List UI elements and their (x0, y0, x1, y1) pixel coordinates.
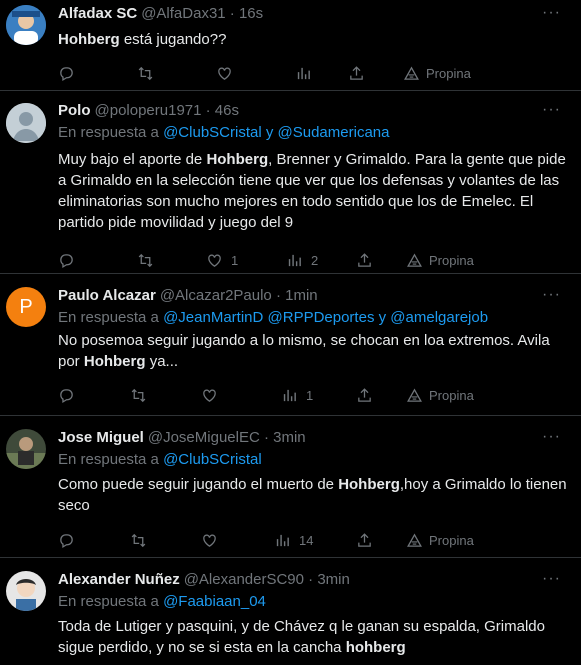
tip-button[interactable] (406, 249, 474, 271)
mention-link[interactable]: @amelgarejob (390, 309, 489, 326)
avatar[interactable] (6, 429, 46, 469)
views-button[interactable] (281, 384, 313, 406)
reply-context: En respuesta a @Faabiaan_04 (58, 593, 266, 610)
author-handle[interactable]: @AlfaDax31 · 16s (141, 5, 264, 22)
author-name[interactable]: Alfadax SC (58, 5, 138, 22)
author-handle[interactable]: @poloperu1971 · 46s (94, 102, 239, 119)
tweet-text: Como puede seguir jugando el muerto de Hohberg,hoy a Grimaldo lo tienen seco (58, 476, 567, 514)
views-button[interactable] (286, 249, 318, 271)
share-button[interactable] (356, 384, 373, 406)
like-icon (216, 65, 233, 82)
reply-context: En respuesta a @ClubSCristal (58, 451, 262, 468)
views-count: 2 (311, 252, 319, 268)
mention-link[interactable]: @JeanMartinD @RPPDeportes (163, 309, 375, 326)
reply-context: En respuesta a @JeanMartinD @RPPDeportes y @amelgarejob (58, 309, 489, 326)
retweet-icon (137, 65, 154, 82)
views-count: 1 (306, 387, 314, 403)
avatar[interactable] (6, 5, 46, 45)
retweet-icon (137, 252, 154, 269)
tip-icon (403, 65, 420, 82)
mention-link[interactable]: @ClubSCristal (163, 451, 262, 468)
tweet[interactable] (0, 558, 581, 665)
like-button[interactable] (216, 62, 233, 84)
reply-button[interactable] (58, 384, 75, 406)
avatar-letter: P (19, 295, 33, 318)
retweet-button[interactable] (130, 384, 147, 406)
like-button[interactable] (206, 249, 238, 271)
reply-context: En respuesta a @ClubSCristal y @Sudamericana (58, 124, 390, 141)
views-icon (286, 252, 303, 269)
author-name[interactable]: Alexander Nuñez (58, 571, 180, 588)
retweet-icon (130, 532, 147, 549)
views-button[interactable] (274, 529, 313, 551)
tip-label: Propina (429, 532, 474, 548)
reply-icon (58, 65, 75, 82)
reply-icon (58, 252, 75, 269)
author-name[interactable]: Paulo Alcazar (58, 287, 156, 304)
like-button[interactable] (201, 384, 218, 406)
views-count: 14 (299, 532, 314, 548)
retweet-button[interactable] (130, 529, 147, 551)
tip-button[interactable] (403, 62, 471, 84)
share-icon (356, 532, 373, 549)
action-bar (58, 529, 567, 551)
tweet[interactable] (0, 0, 581, 91)
like-icon (201, 532, 218, 549)
tip-button[interactable] (406, 384, 474, 406)
mention-link[interactable]: @ClubSCristal (163, 124, 262, 141)
author-handle[interactable]: @Alcazar2Paulo · 1min (159, 287, 318, 304)
retweet-button[interactable] (137, 62, 154, 84)
tweet-text: Toda de Lutiger y pasquini, y de Chávez q le ganan su espalda, Grimaldo sigue perdido, y no se si esta en la cancha hohberg (58, 618, 545, 656)
reply-button[interactable] (58, 62, 75, 84)
more-icon[interactable]: ··· (542, 286, 561, 303)
more-icon[interactable]: ··· (542, 570, 561, 587)
tip-icon (406, 532, 423, 549)
reply-icon (58, 532, 75, 549)
mention-link[interactable]: @Faabiaan_04 (163, 593, 266, 610)
tip-button[interactable] (406, 529, 474, 551)
tip-label: Propina (426, 65, 471, 81)
author-name[interactable]: Polo (58, 102, 91, 119)
share-icon (356, 387, 373, 404)
reply-button[interactable] (58, 249, 75, 271)
like-icon (206, 252, 223, 269)
views-icon (274, 532, 291, 549)
action-bar (58, 249, 567, 271)
tip-icon (406, 387, 423, 404)
tweet[interactable] (0, 91, 581, 274)
tip-label: Propina (429, 387, 474, 403)
mention-link[interactable]: @Sudamericana (277, 124, 390, 141)
like-count: 1 (231, 252, 239, 268)
avatar[interactable] (6, 571, 46, 611)
author-handle[interactable]: @AlexanderSC90 · 3min (183, 571, 350, 588)
share-icon (356, 252, 373, 269)
tip-label: Propina (429, 252, 474, 268)
share-button[interactable] (356, 249, 373, 271)
share-icon (348, 65, 365, 82)
views-icon (281, 387, 298, 404)
like-icon (201, 387, 218, 404)
tweet-text: Hohberg está jugando?? (58, 31, 227, 48)
reply-icon (58, 387, 75, 404)
views-icon (295, 65, 312, 82)
tweet-text: Muy bajo el aporte de Hohberg, Brenner y Grimaldo. Para la gente que pide a Grimaldo en la selección tiene que ver que los defensas y volantes de las eliminatorias son mucho mejores en todo sentido que los de Emelec. El partido pide movilidad y juego del 9 (58, 151, 566, 231)
avatar[interactable] (6, 287, 46, 327)
action-bar (58, 384, 567, 406)
reply-button[interactable] (58, 529, 75, 551)
author-handle[interactable]: @JoseMiguelEC · 3min (147, 429, 306, 446)
action-bar (58, 62, 567, 84)
more-icon[interactable]: ··· (542, 101, 561, 118)
tweet-text: No posemoa seguir jugando a lo mismo, se chocan en loa extremos. Avila por Hohberg ya... (58, 332, 550, 370)
retweet-button[interactable] (137, 249, 154, 271)
like-button[interactable] (201, 529, 218, 551)
avatar[interactable] (6, 103, 46, 143)
retweet-icon (130, 387, 147, 404)
tweet[interactable] (0, 274, 581, 416)
more-icon[interactable]: ··· (542, 4, 561, 21)
share-button[interactable] (348, 62, 365, 84)
tip-icon (406, 252, 423, 269)
tweet[interactable] (0, 416, 581, 558)
more-icon[interactable]: ··· (542, 428, 561, 445)
views-button[interactable] (295, 62, 312, 84)
share-button[interactable] (356, 529, 373, 551)
author-name[interactable]: Jose Miguel (58, 429, 144, 446)
